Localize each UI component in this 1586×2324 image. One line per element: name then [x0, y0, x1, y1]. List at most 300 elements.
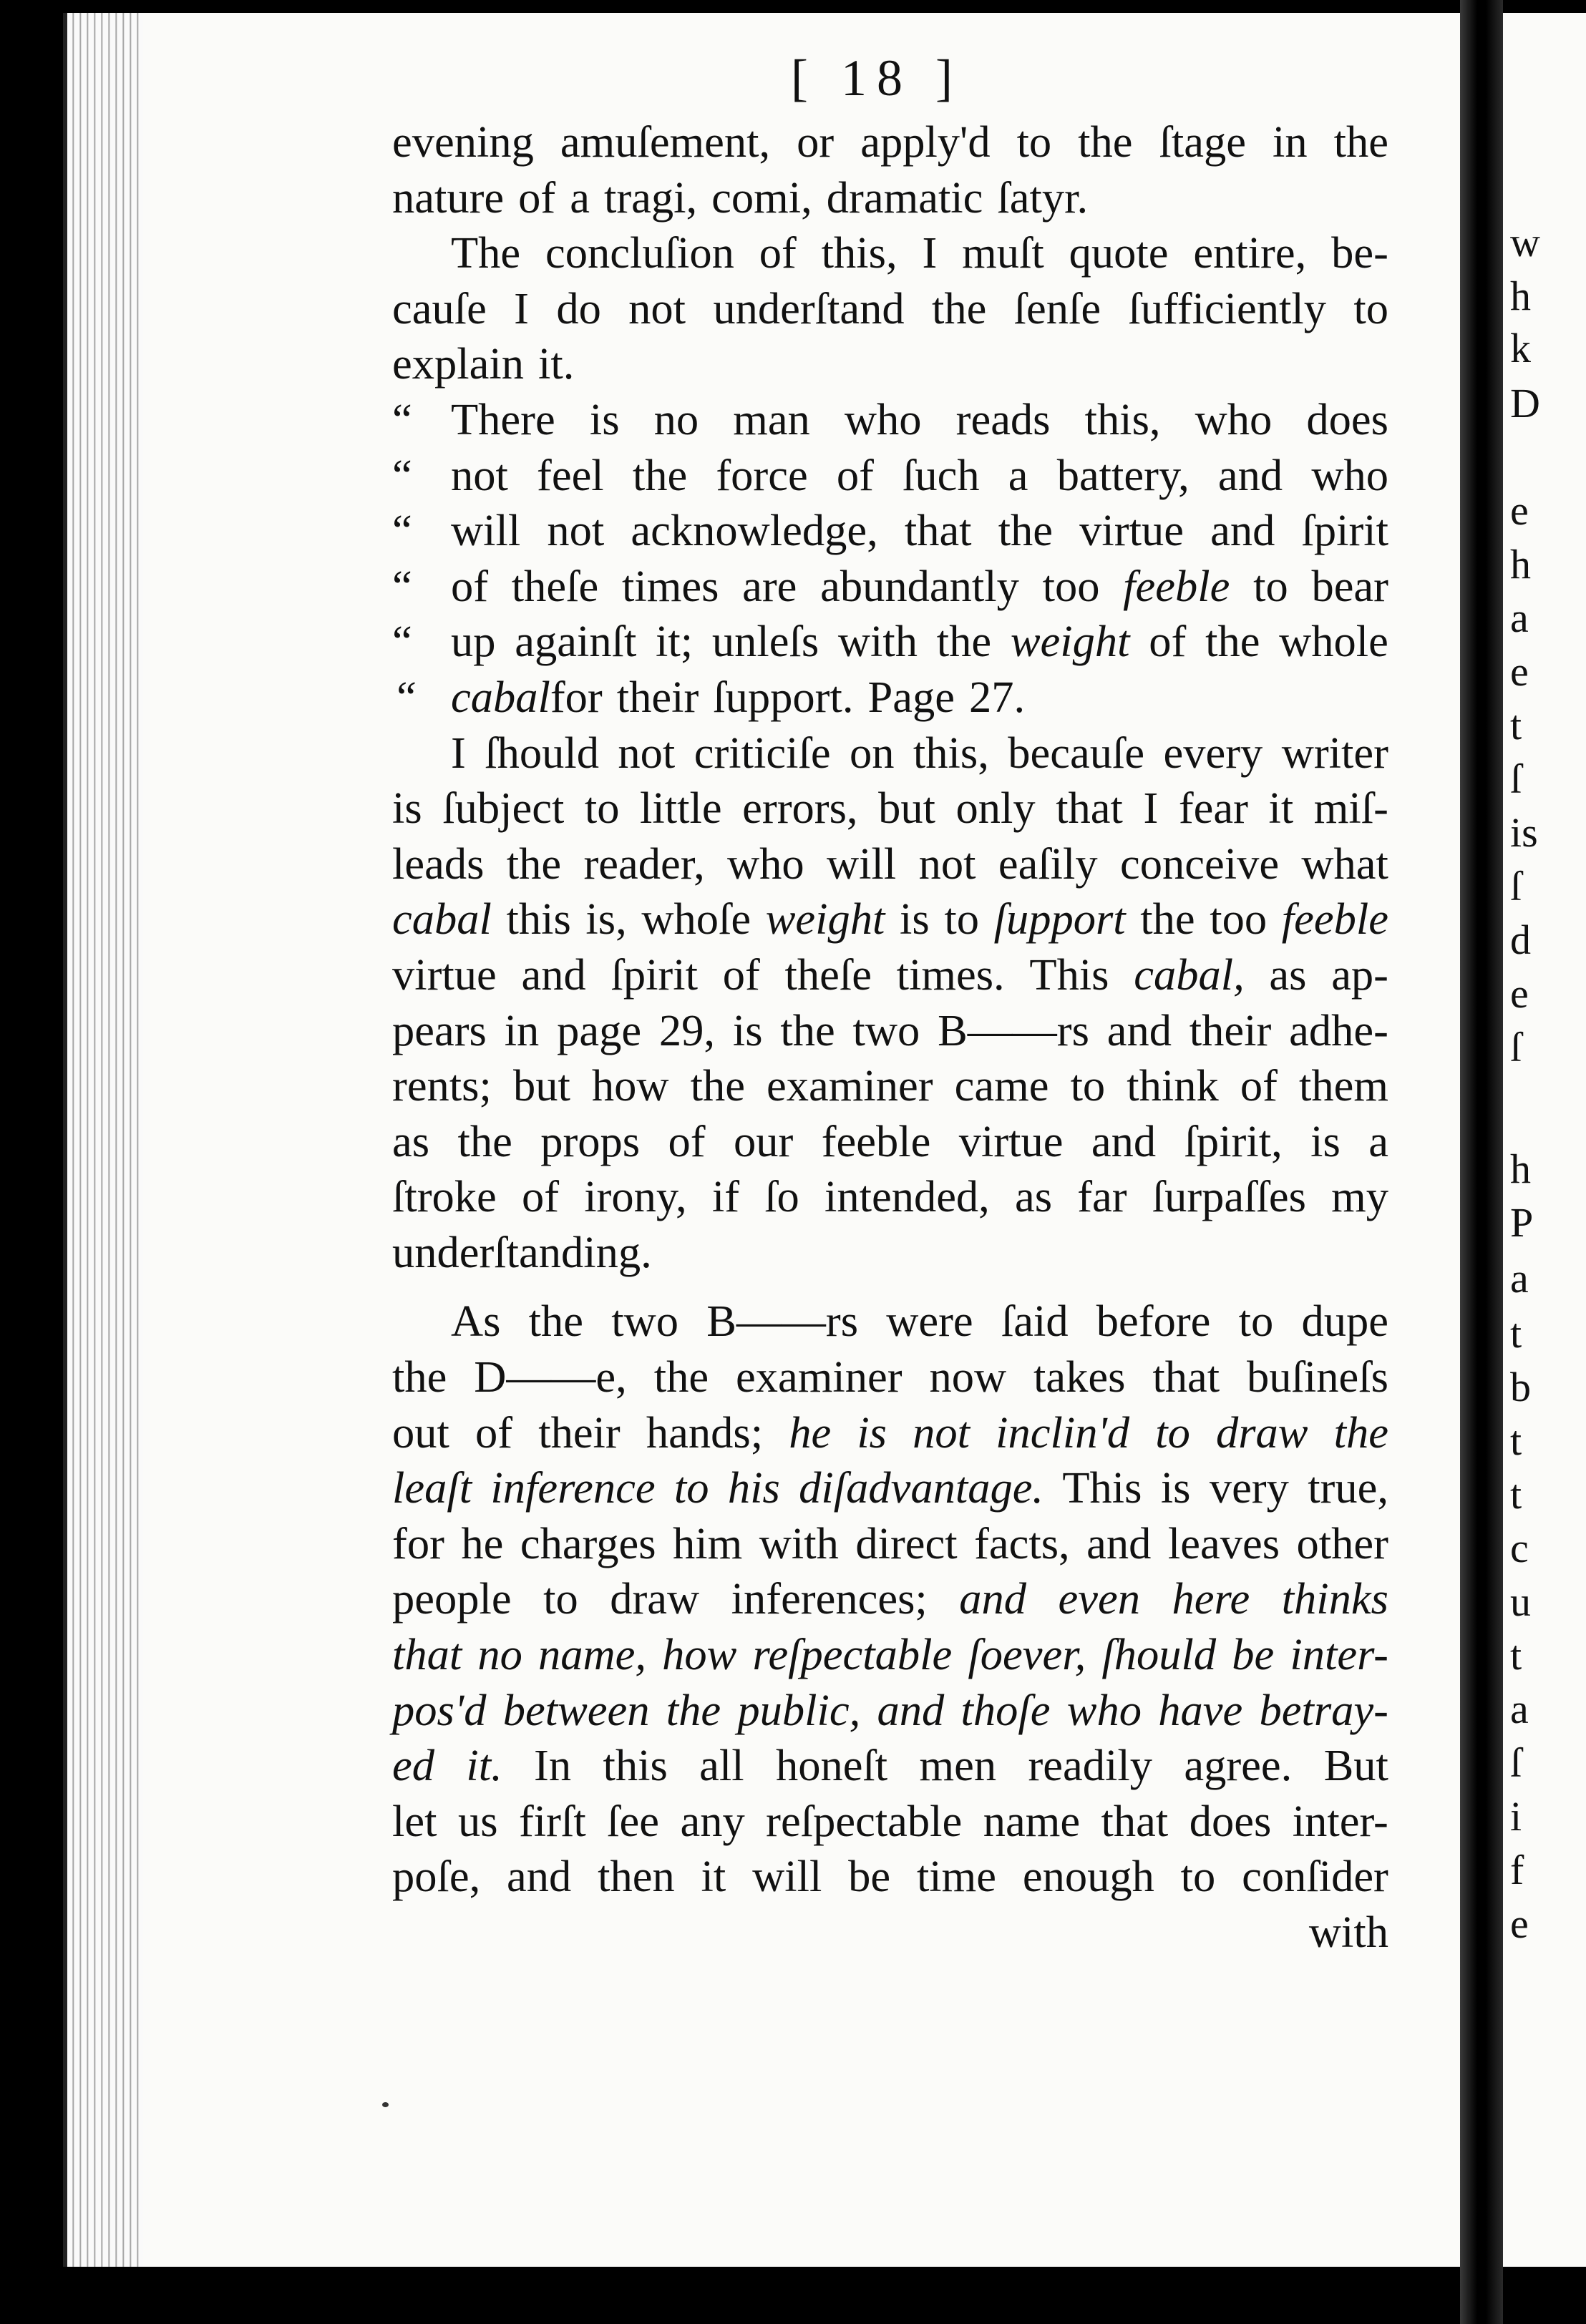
word: name	[983, 1795, 1081, 1846]
word: errors,	[742, 783, 858, 834]
word: bear	[1311, 560, 1388, 611]
word: to	[1016, 117, 1052, 167]
text-line	[392, 1058, 1388, 1114]
facing-page-letter: t	[1510, 1310, 1522, 1357]
word: let	[392, 1795, 437, 1846]
word: virtue	[392, 949, 497, 1000]
word: quote	[1069, 228, 1169, 278]
italic-word: thoſe	[960, 1684, 1051, 1735]
quote-mark: “	[392, 505, 412, 556]
italic-word: weight	[1010, 616, 1130, 667]
word: them	[1298, 1060, 1388, 1111]
facing-page-letter: e	[1510, 970, 1529, 1017]
word: their	[616, 671, 699, 722]
word: This	[1062, 1463, 1142, 1513]
paragraph-gap	[392, 1280, 1388, 1294]
text-line	[392, 781, 1388, 836]
word: intended,	[824, 1171, 990, 1222]
word: ſurpaſſes	[1152, 1171, 1306, 1222]
word: The	[451, 228, 521, 278]
word: very	[1209, 1463, 1289, 1513]
word: too	[1042, 560, 1100, 611]
word: who	[1195, 394, 1273, 444]
word: “ There	[451, 392, 555, 448]
word: fear	[1178, 783, 1248, 834]
text-line	[392, 1225, 1388, 1281]
word: who	[1311, 449, 1388, 500]
facing-page-letter: a	[1510, 1255, 1529, 1302]
text-line	[392, 559, 1388, 615]
word: explain	[392, 338, 524, 389]
word: before	[1096, 1296, 1211, 1347]
word: every	[1163, 727, 1263, 778]
italic-word: ed	[392, 1740, 434, 1791]
word: ſpirit	[610, 949, 698, 1000]
word: underſtanding.	[392, 1226, 652, 1277]
word: ſtroke	[392, 1171, 497, 1222]
word: what	[1301, 838, 1388, 889]
word: and	[1210, 505, 1275, 556]
word: ſenſe	[1013, 283, 1101, 333]
word: B——rs	[938, 1005, 1089, 1055]
word: of	[475, 1407, 513, 1458]
facing-page-letter: k	[1510, 325, 1531, 371]
word: that	[904, 505, 972, 556]
word: nature	[392, 172, 505, 223]
word: theſe	[511, 560, 599, 611]
word: their	[1189, 1005, 1272, 1055]
word: virtue	[1079, 505, 1184, 556]
word: all	[699, 1740, 744, 1791]
italic-word: “ cabal	[451, 670, 550, 726]
word: is	[392, 783, 422, 834]
word: props	[540, 1115, 641, 1166]
word: of	[722, 949, 760, 1000]
word: ſhould	[485, 727, 599, 778]
word: with	[759, 1518, 839, 1568]
word: as	[392, 1115, 430, 1166]
word: the	[936, 616, 992, 667]
word: agree.	[1184, 1740, 1293, 1791]
word: irony,	[584, 1171, 687, 1222]
facing-page-letter: h	[1510, 541, 1531, 587]
quote-mark: “	[392, 449, 412, 500]
word: conſider	[1242, 1851, 1388, 1902]
word: to	[584, 783, 620, 834]
word: entire,	[1193, 228, 1307, 278]
word: 29,	[658, 1005, 716, 1055]
facing-page-fragment	[1503, 13, 1586, 2267]
text-line	[392, 281, 1388, 337]
word: to	[1238, 1296, 1274, 1347]
word: how	[591, 1060, 669, 1111]
word: of	[1240, 1060, 1278, 1111]
word: not	[618, 727, 676, 778]
word: the	[1078, 117, 1133, 167]
italic-word: ſhould	[1101, 1629, 1217, 1680]
word: if	[711, 1171, 740, 1222]
word: the	[653, 1352, 709, 1402]
text-line	[392, 1683, 1388, 1739]
word: as	[1269, 949, 1307, 1000]
word: dramatic	[826, 172, 983, 223]
word: the	[780, 1005, 835, 1055]
word: acknowledge,	[631, 505, 878, 556]
word: againſt	[515, 616, 637, 667]
word: out	[392, 1407, 449, 1458]
word: unleſs	[711, 616, 819, 667]
quote-mark: “	[392, 616, 412, 667]
page-number-header: [ 18 ]	[791, 49, 963, 107]
text-line	[392, 1516, 1388, 1572]
word: a	[1368, 1115, 1388, 1166]
word: ſaid	[1001, 1296, 1069, 1347]
word: of	[759, 228, 797, 278]
word: think	[1127, 1060, 1219, 1111]
word: too	[1210, 894, 1268, 944]
word: this,	[821, 228, 897, 278]
italic-word: not	[913, 1407, 970, 1458]
word: it	[701, 1851, 726, 1902]
word: men	[919, 1740, 997, 1791]
italic-word: have	[1158, 1684, 1243, 1735]
text-line	[392, 1627, 1388, 1683]
italic-word: the	[666, 1684, 721, 1735]
quote-mark: “	[392, 560, 412, 611]
word: Page	[867, 671, 955, 722]
text-line	[392, 1169, 1388, 1225]
word: to	[543, 1573, 578, 1624]
word: cauſe	[392, 283, 487, 333]
word: do	[556, 283, 601, 333]
word: to	[1180, 1851, 1216, 1902]
italic-word: to	[1155, 1407, 1190, 1458]
word: it.	[537, 338, 575, 389]
word: hands;	[646, 1407, 764, 1458]
word: but	[878, 783, 935, 834]
text-line	[392, 336, 1388, 392]
word: honeſt	[775, 1740, 888, 1791]
word: ſubject	[442, 783, 565, 834]
facing-page-letter: t	[1510, 1632, 1522, 1679]
word: or	[797, 117, 835, 167]
word: whoſe	[641, 894, 751, 944]
word: becauſe	[1008, 727, 1145, 778]
word: enough	[1022, 1851, 1154, 1902]
word: amuſement,	[560, 117, 771, 167]
word: for	[550, 671, 603, 722]
text-line	[392, 947, 1388, 1003]
word: people	[392, 1573, 512, 1624]
facing-page-letter: a	[1510, 1686, 1529, 1732]
word: charges	[520, 1518, 656, 1568]
word: battery,	[1056, 449, 1190, 500]
italic-word: reſpectable	[752, 1629, 953, 1680]
facing-page-letter: D	[1510, 380, 1540, 426]
word: in	[504, 1005, 540, 1055]
word: apply'd	[860, 117, 991, 167]
word: be-	[1331, 228, 1388, 278]
word: ap-	[1331, 949, 1388, 1000]
text-line	[392, 503, 1388, 559]
word: 27.	[968, 671, 1026, 722]
word: ſupport.	[713, 671, 854, 722]
italic-word: draw	[1215, 1407, 1308, 1458]
word: and	[1106, 1005, 1172, 1055]
word: is	[732, 1005, 763, 1055]
italic-word: public,	[737, 1684, 861, 1735]
word: any	[680, 1795, 745, 1846]
italic-word: thinks	[1281, 1573, 1388, 1624]
word: force	[716, 449, 808, 500]
italic-word: here	[1172, 1573, 1250, 1624]
facing-page-letter: ſ	[1510, 1024, 1522, 1070]
facing-page-letter: i	[1510, 1793, 1522, 1840]
word: this,	[1084, 394, 1161, 444]
word: I	[514, 283, 529, 333]
text-line	[392, 1460, 1388, 1516]
word: that	[1101, 1795, 1169, 1846]
facing-page-letter: h	[1510, 1146, 1531, 1192]
word: poſe,	[392, 1851, 481, 1902]
word: to	[1253, 560, 1288, 611]
word: and	[521, 949, 586, 1000]
word: us	[457, 1795, 498, 1846]
word: the	[931, 283, 987, 333]
word: draw	[610, 1573, 700, 1624]
word: I	[922, 228, 938, 278]
italic-word: ſupport	[993, 894, 1126, 944]
italic-word: inference	[490, 1463, 656, 1513]
word: examiner	[736, 1352, 903, 1402]
ink-speck	[382, 2102, 389, 2107]
word: two	[611, 1296, 678, 1347]
word: not	[918, 838, 976, 889]
word: ſee	[607, 1795, 660, 1846]
word: and	[1086, 1518, 1152, 1568]
word: rents;	[392, 1060, 492, 1111]
word: far	[1077, 1171, 1127, 1222]
word: muſt	[962, 228, 1044, 278]
word: then	[598, 1851, 675, 1902]
word: eaſily	[998, 838, 1098, 889]
word: of	[668, 1115, 706, 1166]
italic-word: that	[392, 1629, 462, 1680]
word: adhe-	[1289, 1005, 1388, 1055]
text-line	[392, 1794, 1388, 1850]
italic-word: how	[662, 1629, 737, 1680]
word: inferences;	[731, 1573, 928, 1624]
word: with	[1308, 1907, 1388, 1957]
word: miſ-	[1313, 783, 1388, 834]
word: reads	[955, 394, 1051, 444]
word: is	[1160, 1463, 1191, 1513]
word: facts,	[974, 1518, 1070, 1568]
word: the	[1205, 616, 1260, 667]
italic-word: inclin'd	[996, 1407, 1130, 1458]
facing-page-letter: d	[1510, 917, 1531, 963]
italic-word: he	[789, 1407, 832, 1458]
word: the	[528, 1296, 584, 1347]
word: inter-	[1292, 1795, 1388, 1846]
facing-page-letter: h	[1510, 273, 1531, 319]
word: criticiſe	[694, 727, 831, 778]
word: “ of	[451, 559, 488, 615]
word: ſo	[764, 1171, 799, 1222]
text-line	[392, 1349, 1388, 1405]
text-line	[392, 836, 1388, 892]
text-line	[392, 1405, 1388, 1461]
word: were	[886, 1296, 973, 1347]
italic-word: feeble	[1281, 894, 1388, 944]
italic-word: cabal	[392, 894, 492, 944]
word: time	[916, 1851, 997, 1902]
word: are	[742, 560, 797, 611]
page-edges-stack	[63, 13, 153, 2267]
facing-page-letter: b	[1510, 1364, 1531, 1410]
facing-page-letter: e	[1510, 1900, 1529, 1947]
word: the	[506, 838, 562, 889]
word: reſpectable	[766, 1795, 963, 1846]
italic-word: pos'd	[392, 1684, 487, 1735]
italic-word: it.	[466, 1740, 502, 1791]
facing-page-letter: P	[1510, 1199, 1534, 1246]
word: to	[1353, 283, 1388, 333]
word: times	[621, 560, 719, 611]
word: of	[836, 449, 874, 500]
word: and	[507, 1851, 572, 1902]
word: of	[518, 172, 556, 223]
word: “ up	[451, 614, 496, 670]
word: as	[1014, 1171, 1053, 1222]
facing-page-letter: t	[1510, 1471, 1522, 1518]
facing-page-letter: c	[1510, 1525, 1529, 1571]
word: came	[954, 1060, 1049, 1111]
word: this	[506, 894, 571, 944]
word: and	[1091, 1115, 1157, 1166]
facing-page-letter: ſ	[1510, 1739, 1522, 1786]
word: no	[653, 394, 699, 444]
italic-word: even	[1058, 1573, 1140, 1624]
italic-word: to	[673, 1463, 709, 1513]
word: times.	[896, 949, 1005, 1000]
text-line	[392, 170, 1388, 226]
quote-mark: “	[392, 671, 417, 722]
text-line	[392, 892, 1388, 947]
word: D——e,	[474, 1352, 627, 1402]
book-gutter	[1460, 0, 1503, 2324]
word: to	[1070, 1060, 1106, 1111]
word: buſineſs	[1247, 1352, 1388, 1402]
text-line	[392, 1738, 1388, 1794]
facing-page-letter: ſ	[1510, 863, 1522, 909]
text-line	[392, 1905, 1388, 1961]
word: ſpirit	[1301, 505, 1388, 556]
italic-word: who	[1066, 1684, 1142, 1735]
italic-word: between	[502, 1684, 650, 1735]
word: examiner	[767, 1060, 933, 1111]
italic-word: his	[727, 1463, 780, 1513]
italic-word: is	[857, 1407, 887, 1458]
word: true,	[1308, 1463, 1388, 1513]
text-line	[392, 1294, 1388, 1349]
word: he	[461, 1518, 504, 1568]
text-line	[392, 726, 1388, 781]
word: only	[955, 783, 1036, 834]
word: it	[1268, 783, 1294, 834]
word: does	[1189, 1795, 1272, 1846]
word: reader,	[583, 838, 705, 889]
italic-word: no	[477, 1629, 522, 1680]
word: the	[457, 1115, 512, 1166]
italic-word: the	[1333, 1407, 1388, 1458]
word: leaves	[1167, 1518, 1280, 1568]
word: their	[538, 1407, 621, 1458]
word: readily	[1028, 1740, 1153, 1791]
facing-page-letter: f	[1510, 1847, 1524, 1893]
word: this	[603, 1740, 668, 1791]
italic-word: diſadvantage.	[799, 1463, 1044, 1513]
word: evening	[392, 117, 534, 167]
italic-word: ſoever,	[968, 1629, 1086, 1680]
word: tragi,	[604, 172, 698, 223]
word: in	[1272, 117, 1308, 167]
facing-page-letter: t	[1510, 1417, 1522, 1464]
italic-word: cabal,	[1134, 949, 1245, 1000]
word: the	[998, 505, 1054, 556]
word: the	[690, 1060, 745, 1111]
word: “ will	[451, 503, 520, 559]
italic-word: betray-	[1259, 1684, 1388, 1735]
word: the	[632, 449, 688, 500]
text-line	[392, 1003, 1388, 1059]
text-line	[392, 448, 1388, 504]
word: This	[1029, 949, 1109, 1000]
word: dupe	[1301, 1296, 1388, 1347]
word: now	[929, 1352, 1007, 1402]
facing-page-letter: is	[1510, 809, 1538, 856]
word: that	[1152, 1352, 1220, 1402]
word: that	[1056, 783, 1123, 834]
word: with	[837, 616, 918, 667]
word: I	[1143, 783, 1159, 834]
text-line	[392, 670, 1388, 726]
word: will	[752, 1851, 822, 1902]
facing-page-letter: e	[1510, 487, 1529, 534]
word: but	[512, 1060, 570, 1111]
word: little	[640, 783, 722, 834]
word: the	[1333, 117, 1388, 167]
word: firſt	[518, 1795, 586, 1846]
text-line	[392, 225, 1388, 281]
text-line	[392, 614, 1388, 670]
word: this,	[913, 727, 989, 778]
word: be	[848, 1851, 891, 1902]
word: “ not	[451, 448, 508, 504]
word: not	[628, 283, 686, 333]
italic-word: feeble	[1123, 560, 1230, 611]
word: will	[827, 838, 897, 889]
text-line	[392, 1571, 1388, 1627]
word: abundantly	[820, 560, 1019, 611]
word: But	[1323, 1740, 1388, 1791]
word: a	[1008, 449, 1028, 500]
word: is,	[585, 894, 627, 944]
word: page	[557, 1005, 642, 1055]
italic-word: weight	[765, 894, 885, 944]
word: comi,	[711, 172, 812, 223]
text-line	[392, 1114, 1388, 1170]
